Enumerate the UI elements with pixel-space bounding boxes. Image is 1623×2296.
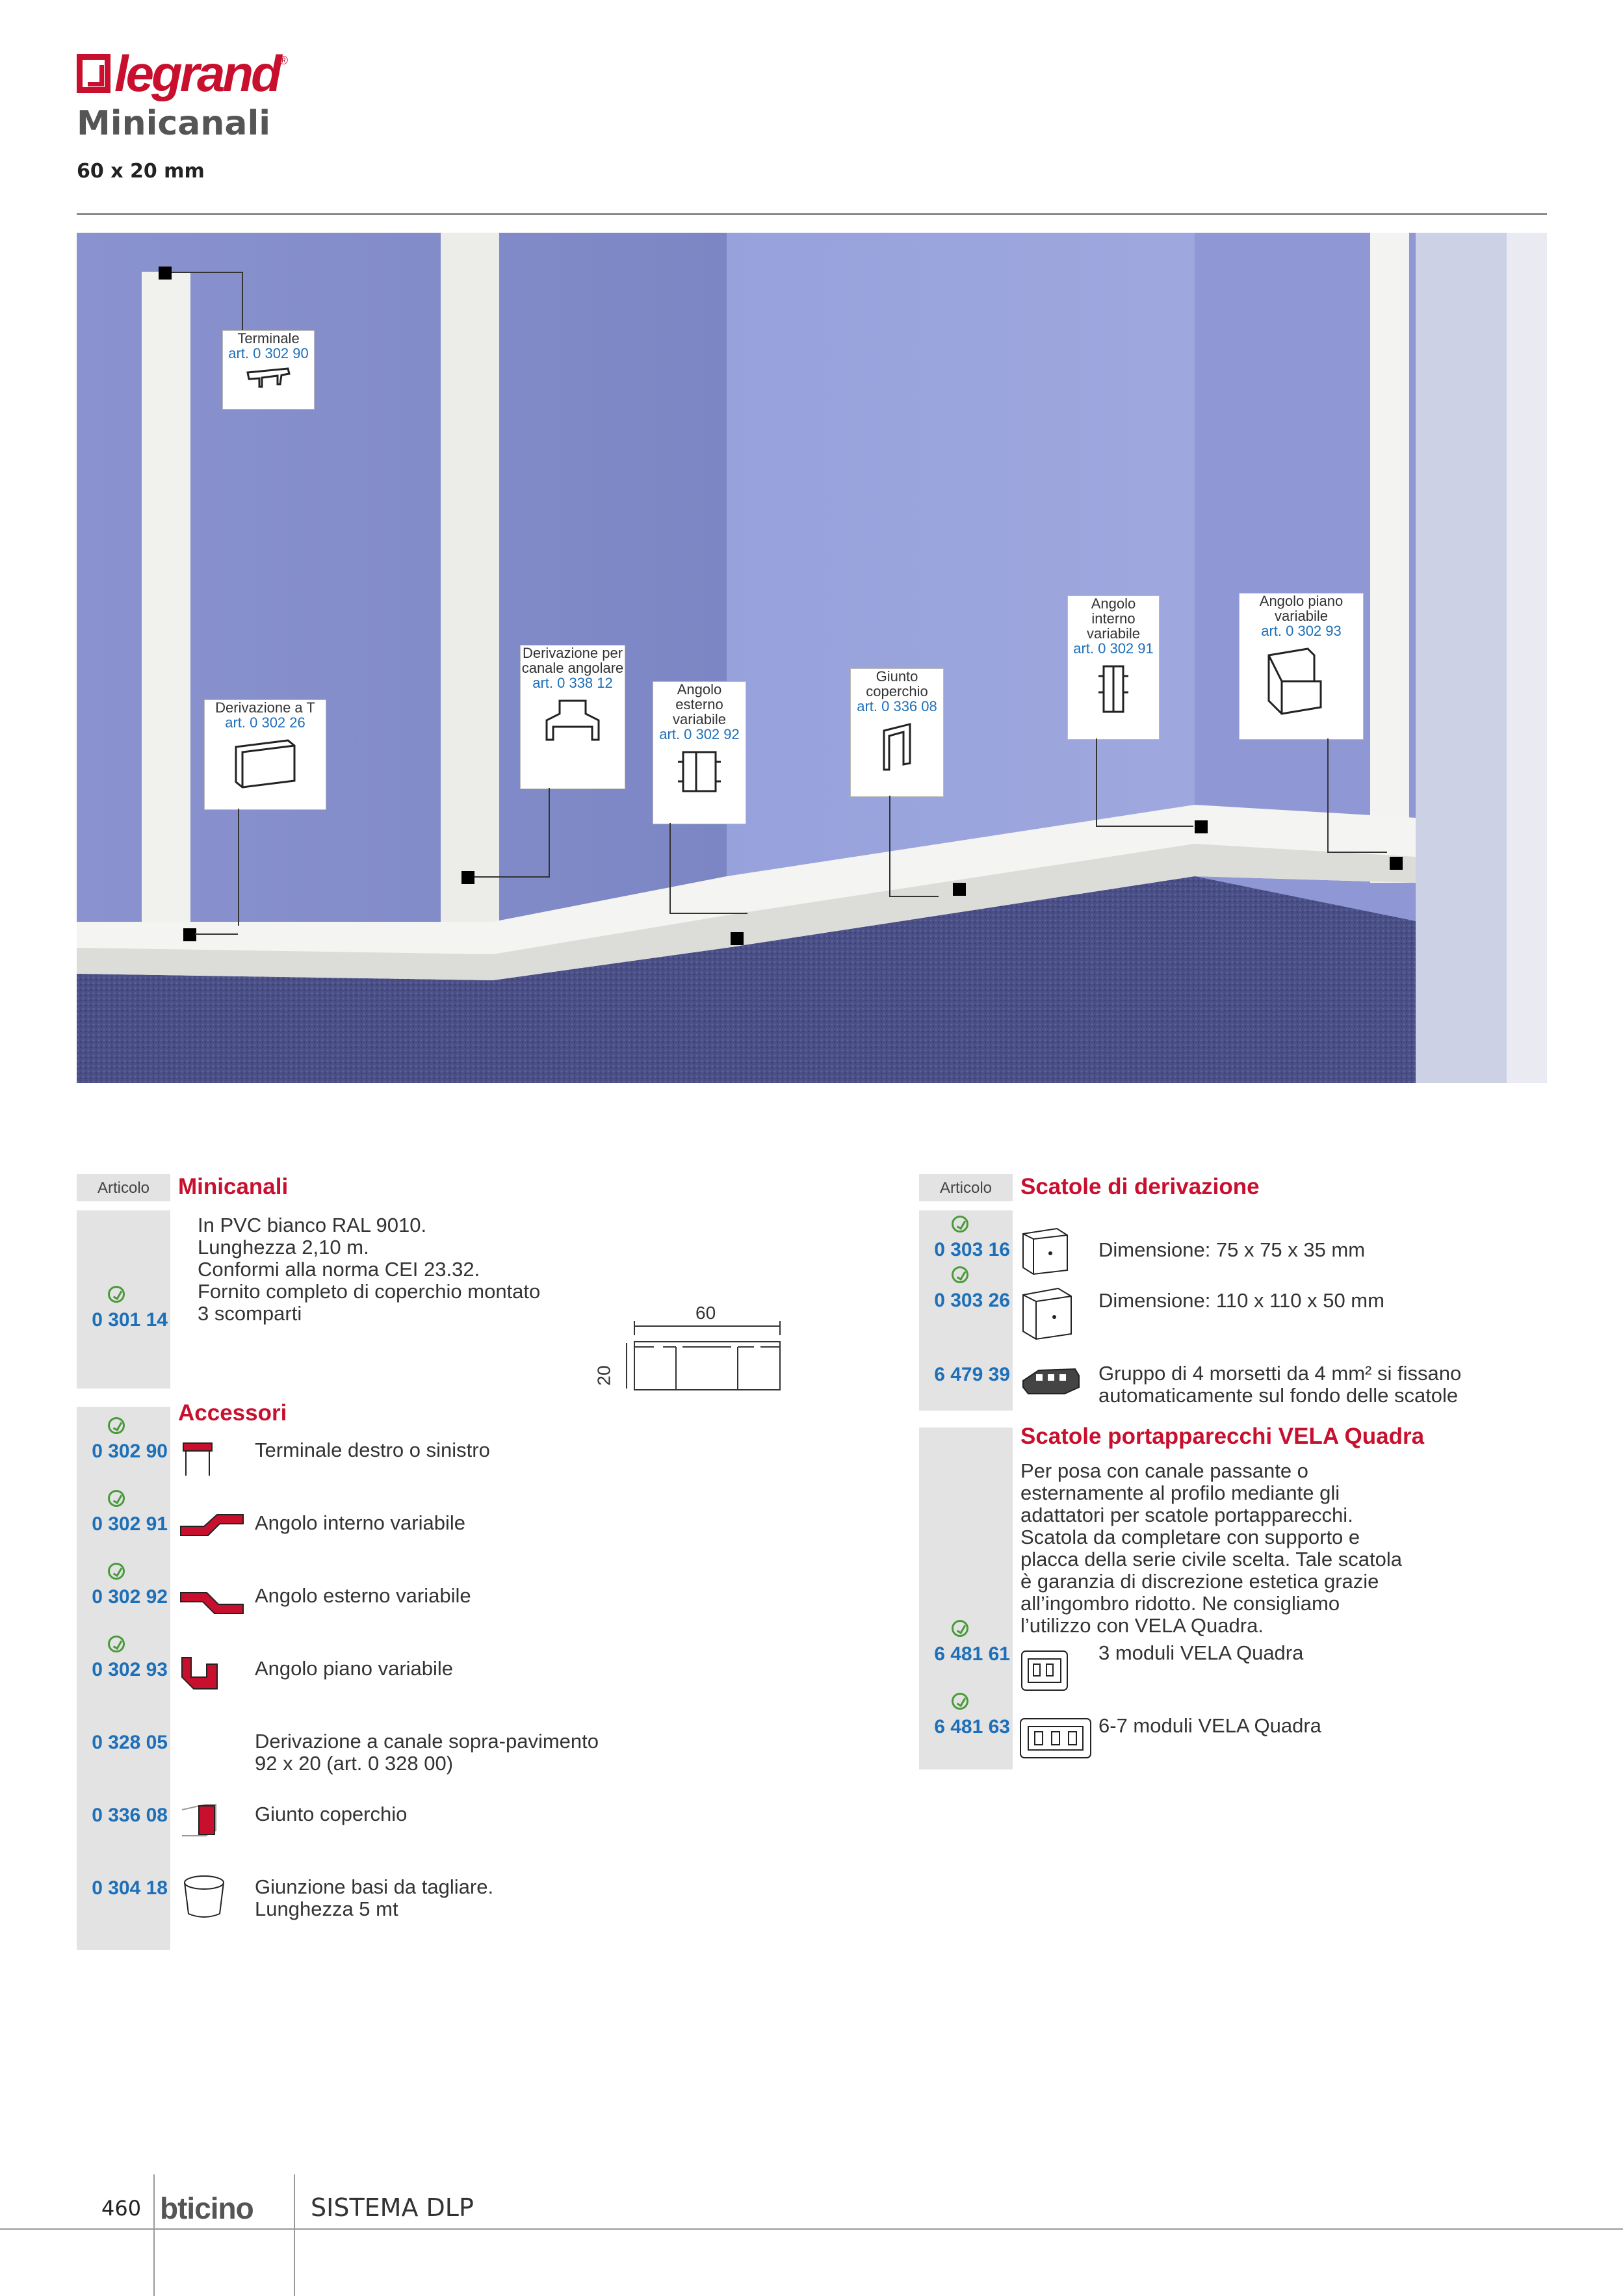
callout-marker — [1390, 857, 1403, 870]
box-desc: Dimensione: 75 x 75 x 35 mm — [1098, 1238, 1366, 1261]
accessory-desc: Angolo piano variabile — [255, 1657, 454, 1680]
article-column-header: Articolo — [939, 1179, 993, 1197]
leader-line — [1327, 738, 1329, 853]
callout-marker — [1195, 820, 1208, 833]
legrand-logo-mark — [77, 54, 110, 93]
article-code: 0 328 05 — [92, 1732, 168, 1753]
callout-derivazione-angolare — [520, 645, 625, 789]
leader-line — [242, 272, 243, 330]
article-code: 6 481 61 — [934, 1643, 1010, 1665]
eco-icon — [108, 1563, 125, 1580]
leader-line — [195, 933, 238, 935]
article-code: 0 303 16 — [934, 1239, 1010, 1260]
article-column-header: Articolo — [97, 1179, 150, 1197]
vela-desc: 6-7 moduli VELA Quadra — [1098, 1714, 1321, 1737]
callout-name: Terminale — [237, 330, 300, 346]
section-title-accessori: Accessori — [178, 1400, 287, 1426]
junction-box-large-icon — [1018, 1285, 1076, 1343]
leader-line — [168, 272, 243, 273]
leader-line — [467, 876, 550, 878]
section-title-minicanali: Minicanali — [178, 1174, 289, 1199]
leader-line — [889, 796, 890, 897]
footer-divider — [0, 2228, 1623, 2230]
callout-giunto-coperchio — [850, 668, 944, 797]
desc-line: è garanzia di discrezione estetica grazie — [1020, 1570, 1379, 1593]
end-cap-icon — [242, 365, 294, 391]
eco-icon — [952, 1216, 968, 1233]
callout-name: Derivazione a T — [215, 699, 315, 716]
minicanali-description — [198, 1214, 540, 1325]
desc-line: Derivazione a canale sopra-pavimento — [255, 1730, 599, 1753]
desc-line: Lunghezza 5 mt — [255, 1898, 398, 1920]
eco-icon — [108, 1286, 125, 1303]
callout-angolo-piano — [1239, 593, 1364, 740]
accessory-desc — [255, 1876, 493, 1920]
leader-line — [889, 896, 939, 897]
vela-intro — [1020, 1460, 1402, 1637]
article-code: 0 302 93 — [92, 1659, 168, 1680]
accessory-desc — [255, 1730, 599, 1775]
page-number: 460 — [101, 2196, 142, 2221]
page-title: Minicanali — [77, 104, 271, 143]
callout-marker — [731, 932, 744, 945]
footer-system: SISTEMA DLP — [311, 2193, 474, 2222]
callout-code: art. 0 336 08 — [857, 698, 937, 714]
eco-icon — [952, 1620, 968, 1637]
end-cap-icon — [179, 1435, 218, 1481]
bticino-logo: bticino — [160, 2191, 253, 2225]
article-code: 0 303 26 — [934, 1290, 1010, 1311]
callout-marker — [183, 928, 196, 941]
article-code: 6 479 39 — [934, 1364, 1010, 1385]
desc-line: Lunghezza 2,10 m. — [198, 1236, 369, 1259]
cover-joint-icon — [871, 718, 923, 776]
installation-photo — [77, 233, 1547, 1083]
legrand-logo — [77, 44, 288, 103]
footer-separator — [294, 2174, 295, 2296]
section-title-vela: Scatole portapparecchi VELA Quadra — [1020, 1424, 1425, 1449]
article-column-bg — [77, 1210, 170, 1389]
eco-icon — [108, 1636, 125, 1652]
article-code: 0 302 92 — [92, 1586, 168, 1608]
callout-code: art. 0 302 90 — [228, 345, 309, 361]
callout-marker — [159, 267, 172, 280]
callout-angolo-esterno — [653, 681, 746, 824]
desc-line: all’ingombro ridotto. Ne consigliamo — [1020, 1592, 1340, 1615]
desc-line: l’utilizzo con VELA Quadra. — [1020, 1614, 1264, 1637]
external-corner-icon — [178, 1580, 250, 1619]
callout-marker — [461, 871, 474, 884]
desc-line: 3 scomparti — [198, 1302, 302, 1325]
internal-corner-icon — [178, 1507, 250, 1546]
leader-line — [1096, 826, 1193, 827]
article-code: 0 304 18 — [92, 1877, 168, 1899]
callout-name: Angolo interno variabile — [1087, 595, 1140, 642]
eco-icon — [952, 1266, 968, 1283]
page-subtitle: 60 x 20 mm — [77, 160, 205, 183]
callout-angolo-interno — [1067, 595, 1160, 740]
callout-derivazione-t — [204, 699, 326, 810]
callout-code: art. 0 302 93 — [1261, 623, 1342, 639]
dimension-width: 60 — [695, 1303, 716, 1323]
leader-line — [1096, 738, 1097, 826]
callout-name: Giunto coperchio — [866, 668, 928, 699]
desc-line: placca della serie civile scelta. Tale scatola — [1020, 1548, 1403, 1571]
desc-line: adattatori per scatole portapparecchi. — [1020, 1504, 1353, 1526]
internal-corner-icon — [1087, 660, 1139, 718]
leader-line — [238, 809, 239, 926]
box-desc: Dimensione: 110 x 110 x 50 mm — [1098, 1289, 1384, 1312]
callout-code: art. 0 338 12 — [532, 675, 613, 691]
registered-mark: ® — [279, 53, 288, 67]
accessory-desc: Giunto coperchio — [255, 1803, 408, 1825]
vela-6-7-module-box-icon — [1017, 1714, 1095, 1766]
vela-3-module-box-icon — [1017, 1646, 1075, 1698]
terminal-block-icon — [1019, 1361, 1084, 1400]
article-code: 0 301 14 — [92, 1309, 168, 1331]
desc-line: Gruppo di 4 morsetti da 4 mm² si fissano — [1098, 1362, 1462, 1385]
callout-name: Angolo piano variabile — [1259, 593, 1344, 624]
leader-line — [549, 788, 550, 876]
external-corner-icon — [670, 746, 729, 798]
flat-corner-icon — [1256, 642, 1347, 720]
flat-corner-icon — [178, 1651, 230, 1703]
desc-line: Giunzione basi da tagliare. — [255, 1875, 494, 1898]
leader-line — [1327, 852, 1387, 853]
base-joint-roll-icon — [179, 1871, 231, 1923]
callout-code: art. 0 302 92 — [659, 726, 740, 742]
desc-line: esternamente al profilo mediante gli — [1020, 1481, 1340, 1504]
eco-icon — [952, 1693, 968, 1710]
leader-line — [669, 823, 671, 914]
desc-line: 92 x 20 (art. 0 328 00) — [255, 1752, 454, 1775]
t-junction-icon — [229, 734, 301, 792]
accessory-desc: Terminale destro o sinistro — [255, 1439, 490, 1461]
article-code: 6 481 63 — [934, 1716, 1010, 1738]
angle-branch-icon — [540, 694, 605, 746]
desc-line: Scatola da completare con supporto e — [1020, 1526, 1360, 1548]
article-code: 0 302 91 — [92, 1513, 168, 1535]
callout-code: art. 0 302 91 — [1073, 640, 1154, 657]
desc-line: Per posa con canale passante o — [1020, 1459, 1308, 1482]
vela-desc: 3 moduli VELA Quadra — [1098, 1641, 1304, 1664]
desc-line: Conformi alla norma CEI 23.32. — [198, 1258, 480, 1281]
desc-line: In PVC bianco RAL 9010. — [198, 1214, 427, 1236]
callout-name: Derivazione per canale angolare — [521, 645, 624, 676]
brand-name: legrand — [114, 44, 279, 102]
desc-line: Fornito completo di coperchio montato — [198, 1280, 541, 1303]
article-code: 0 302 90 — [92, 1441, 168, 1462]
header-divider — [77, 213, 1547, 215]
junction-box-icon — [1018, 1225, 1074, 1277]
eco-icon — [108, 1490, 125, 1507]
article-code: 0 336 08 — [92, 1805, 168, 1826]
dimension-height: 20 — [593, 1365, 614, 1386]
accessory-desc: Angolo esterno variabile — [255, 1584, 471, 1607]
box-desc — [1098, 1363, 1461, 1407]
callout-terminale — [222, 330, 315, 410]
section-title-scatole: Scatole di derivazione — [1020, 1174, 1260, 1199]
channel-section-drawing — [598, 1303, 786, 1400]
eco-icon — [108, 1417, 125, 1434]
accessory-desc: Angolo interno variabile — [255, 1511, 465, 1534]
callout-code: art. 0 302 26 — [225, 714, 305, 731]
leader-line — [669, 913, 747, 914]
callout-marker — [953, 883, 966, 896]
cover-joint-icon — [179, 1797, 231, 1842]
callout-name: Angolo esterno variabile — [673, 681, 726, 727]
footer-separator — [153, 2174, 155, 2296]
desc-line: automaticamente sul fondo delle scatole — [1098, 1384, 1459, 1407]
